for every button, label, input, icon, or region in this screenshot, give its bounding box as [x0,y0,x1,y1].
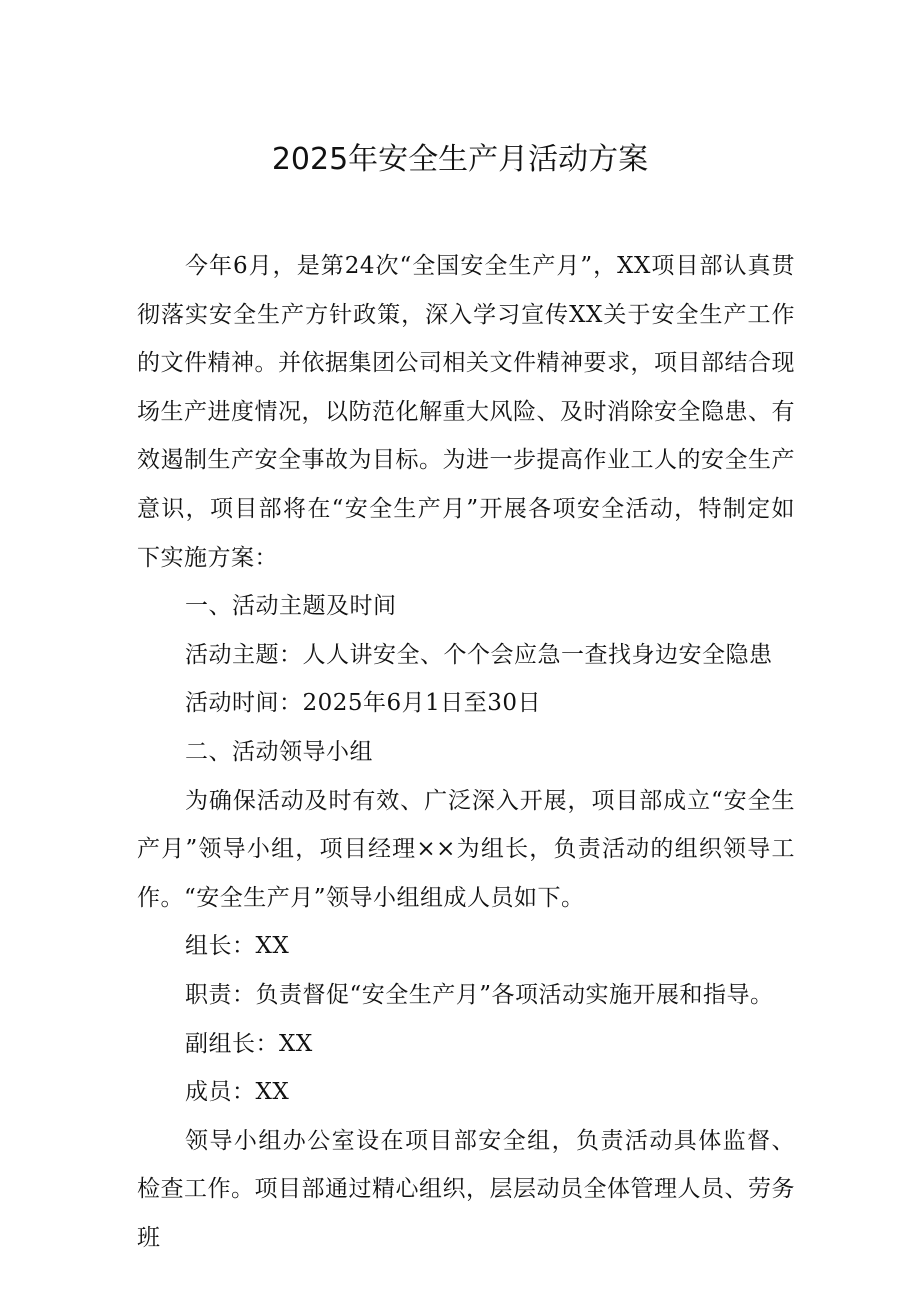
activity-theme: 活动主题：人人讲安全、个个会应急一查找身边安全隐患 [185,641,773,668]
group-duty: 职责：负责督促“安全生产月”各项活动实施开展和指导。 [185,981,774,1008]
deputy-leader: 副组长：XX [185,1030,313,1057]
document-title: 2025年安全生产月活动方案 [271,142,649,177]
group-leader: 组长：XX [185,933,290,960]
section-heading-leadership-group: 二、活动领导小组 [185,738,373,765]
activity-time: 活动时间：2025年6月1日至30日 [185,690,542,717]
section-heading-theme-time: 一、活动主题及时间 [185,593,397,620]
group-members: 成员：XX [185,1079,290,1106]
office-paragraph: 领导小组办公室设在项目部安全组，负责活动具体监督、检查工作。项目部通过精心组织，层层动员全体管理人员、劳务班 [137,1127,795,1251]
leadership-paragraph: 为确保活动及时有效、广泛深入开展，项目部成立“安全生产月”领导小组，项目经理××为组长，负责活动的组织领导工作。“安全生产月”领导小组组成人员如下。 [137,787,795,911]
document-body [137,242,795,1262]
intro-paragraph: 今年6月，是第24次“全国安全生产月”，XX项目部认真贯彻落实安全生产方针政策，深入学习宣传XX关于安全生产工作的文件精神。并依据集团公司相关文件精神要求，项目部结合现场生产进度情况，以防范化解重大风险、及时消除安全隐患、有效遏制生产安全事故为目标。为进一步提高作业工人的安全生产意识，项目部将在“安全生产月”开展各项安全活动，特制定如下实施方案： [137,253,795,571]
